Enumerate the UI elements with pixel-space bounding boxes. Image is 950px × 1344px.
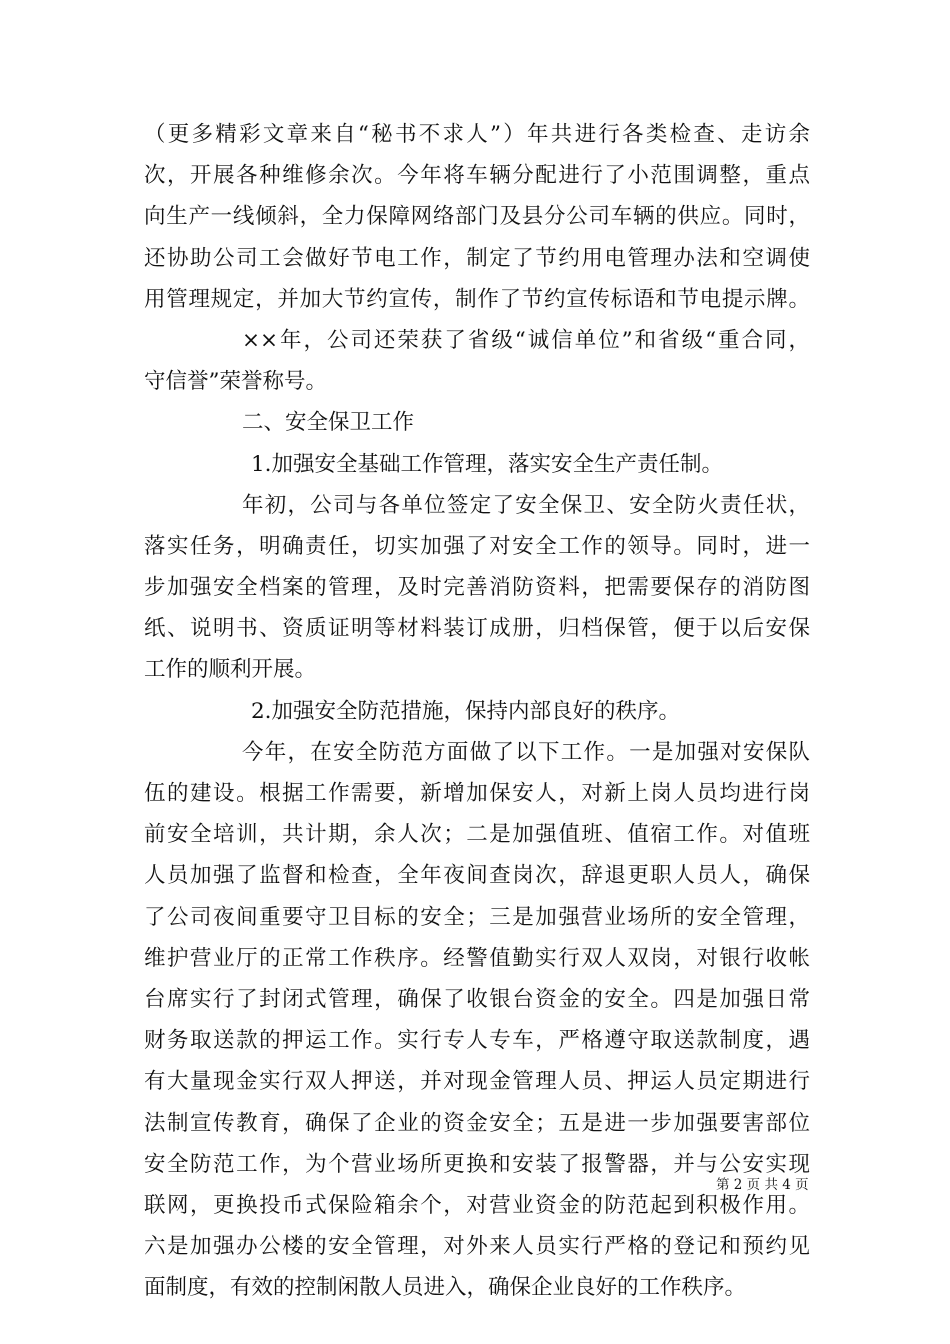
text-line: 维护营业厅的正常工作秩序。经警值勤实行双人双岗，对银行收帐 [144,945,810,971]
subsection-heading: 2.加强安全防范措施，保持内部良好的秩序。 [251,698,681,724]
text-line: 今年，在安全防范方面做了以下工作。一是加强对安保队 [242,739,810,765]
text-line: （更多精彩文章来自“秘书不求人”）年共进行各类检查、走访余 [144,122,810,147]
text-line: 伍的建设。根据工作需要，新增加保安人，对新上岗人员均进行岗 [144,781,810,806]
text-line: 面制度，有效的控制闲散人员进入，确保企业良好的工作秩序。 [144,1275,747,1301]
text-line: 财务取送款的押运工作。实行专人专车，严格遵守取送款制度，遇 [144,1028,810,1054]
text-line: 守信誉”荣誉称号。 [144,369,327,395]
text-line: 纸、说明书、资质证明等材料装订成册，归档保管，便于以后安保 [144,616,810,642]
text-line: 安全防范工作，为个营业场所更换和安装了报警器，并与公安实现 [144,1151,810,1177]
text-line: 落实任务，明确责任，切实加强了对安全工作的领导。同时，进一 [144,533,810,559]
text-line: 联网，更换投币式保险箱余个，对营业资金的防范起到积极作用。 [144,1192,810,1218]
text-line: 工作的顺利开展。 [144,657,317,683]
text-line: 还协助公司工会做好节电工作，制定了节约用电管理办法和空调使 [144,245,810,271]
subsection-heading: 1.加强安全基础工作管理，落实安全生产责任制。 [251,451,724,477]
text-line: 向生产一线倾斜，全力保障网络部门及县分公司车辆的供应。同时， [144,204,810,230]
text-line: 有大量现金实行双人押送，并对现金管理人员、押运人员定期进行 [144,1069,810,1095]
text-line: 人员加强了监督和检查，全年夜间查岗次，辞退更职人员人，确保 [144,863,810,889]
text-line: 用管理规定，并加大节约宣传，制作了节约宣传标语和节电提示牌。 [144,286,810,312]
text-line: 次，开展各种维修余次。今年将车辆分配进行了小范围调整，重点 [144,163,810,189]
text-line: 前安全培训，共计期，余人次；二是加强值班、值宿工作。对值班 [144,822,810,848]
text-line: 六是加强办公楼的安全管理，对外来人员实行严格的登记和预约见 [144,1234,810,1260]
text-line: 年初，公司与各单位签定了安全保卫、安全防火责任状， [242,492,810,518]
text-line: ××年，公司还荣获了省级“诚信单位”和省级“重合同， [242,327,810,353]
body-text [144,114,810,1308]
text-line: 步加强安全档案的管理，及时完善消防资料，把需要保存的消防图 [144,575,810,601]
section-heading: 二、安全保卫工作 [242,410,415,436]
text-line: 了公司夜间重要守卫目标的安全；三是加强营业场所的安全管理， [144,904,810,930]
page-number: 第 2 页 共 4 页 [716,1177,809,1193]
text-line: 台席实行了封闭式管理，确保了收银台资金的安全。四是加强日常 [144,986,810,1012]
text-line: 法制宣传教育，确保了企业的资金安全；五是进一步加强要害部位 [144,1110,810,1136]
